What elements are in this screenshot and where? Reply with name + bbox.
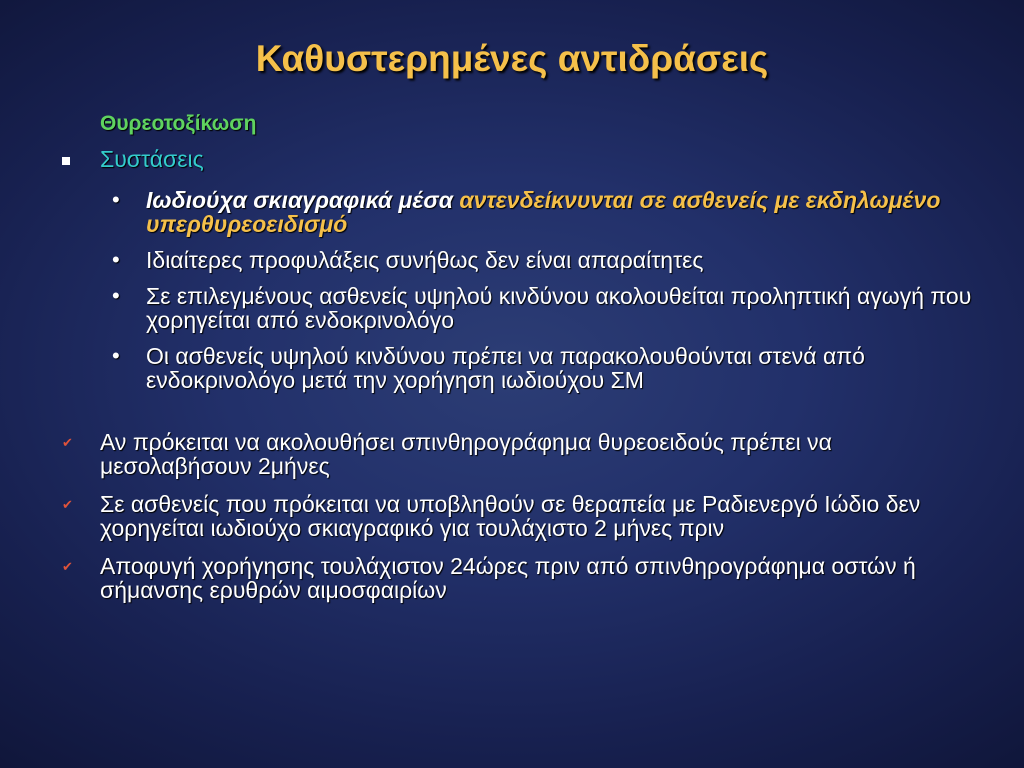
- list-item-text: Αποφυγή χορήγησης τουλάχιστον 24ώρες πριν από σπινθηρογράφημα οστών ή σήμανσης ερυθρών αιμοσφαιρίων: [100, 553, 916, 603]
- square-bullet-icon: [62, 157, 70, 165]
- list-item-text: Ιδιαίτερες προφυλάξεις συνήθως δεν είναι απαραίτητες: [146, 247, 704, 273]
- slide-title: Καθυστερημένες αντιδράσεις: [255, 38, 769, 79]
- list-item: [62, 492, 962, 540]
- list-item: [62, 554, 962, 602]
- checkmark-bullet-icon: ✔: [62, 435, 73, 450]
- list-item: [112, 248, 972, 272]
- dot-bullet-icon: •: [112, 247, 120, 272]
- list-item: [112, 344, 972, 392]
- emphasis-text-gold: αντενδείκνυνται σε ασθενείς με εκδηλωμένο υπερθυρεοειδισμό: [146, 187, 941, 237]
- list-item-text: [146, 188, 972, 236]
- checkmark-bullet-icon: ✔: [62, 497, 73, 512]
- list-item-text: Σε ασθενείς που πρόκειται να υποβληθούν σε θεραπεία με Ραδιενεργό Ιώδιο δεν χορηγείται ιωδιούχο σκιαγραφικό για τουλάχιστο 2 μήνες πριν: [100, 491, 921, 541]
- dot-bullet-icon: •: [112, 283, 120, 308]
- dot-bullet-icon: •: [112, 187, 120, 212]
- list-item: [62, 430, 962, 478]
- main-bullet-list: [62, 430, 962, 616]
- checkmark-bullet-icon: ✔: [62, 559, 73, 574]
- list-item-text: Σε επιλεγμένους ασθενείς υψηλού κινδύνου ακολουθείται προληπτική αγωγή που χορηγείται από ενδοκρινολόγο: [146, 283, 972, 333]
- list-item-text: Οι ασθενείς υψηλού κινδύνου πρέπει να παρακολουθούνται στενά από ενδοκρινολόγο μετά την χορήγηση ιωδιούχου ΣΜ: [146, 343, 865, 393]
- level1-item: [62, 146, 204, 173]
- list-item: [112, 284, 972, 332]
- list-item: [112, 188, 972, 236]
- list-item-text: Αν πρόκειται να ακολουθήσει σπινθηρογράφημα θυρεοειδούς πρέπει να μεσολαβήσουν 2μήνες: [100, 429, 832, 479]
- dot-bullet-icon: •: [112, 343, 120, 368]
- sub-bullet-list: [112, 188, 972, 404]
- level1-label: Συστάσεις: [100, 146, 204, 172]
- emphasis-text-white: Ιωδιούχα σκιαγραφικά μέσα: [146, 187, 460, 213]
- subheading: Θυρεοτοξίκωση: [100, 112, 257, 135]
